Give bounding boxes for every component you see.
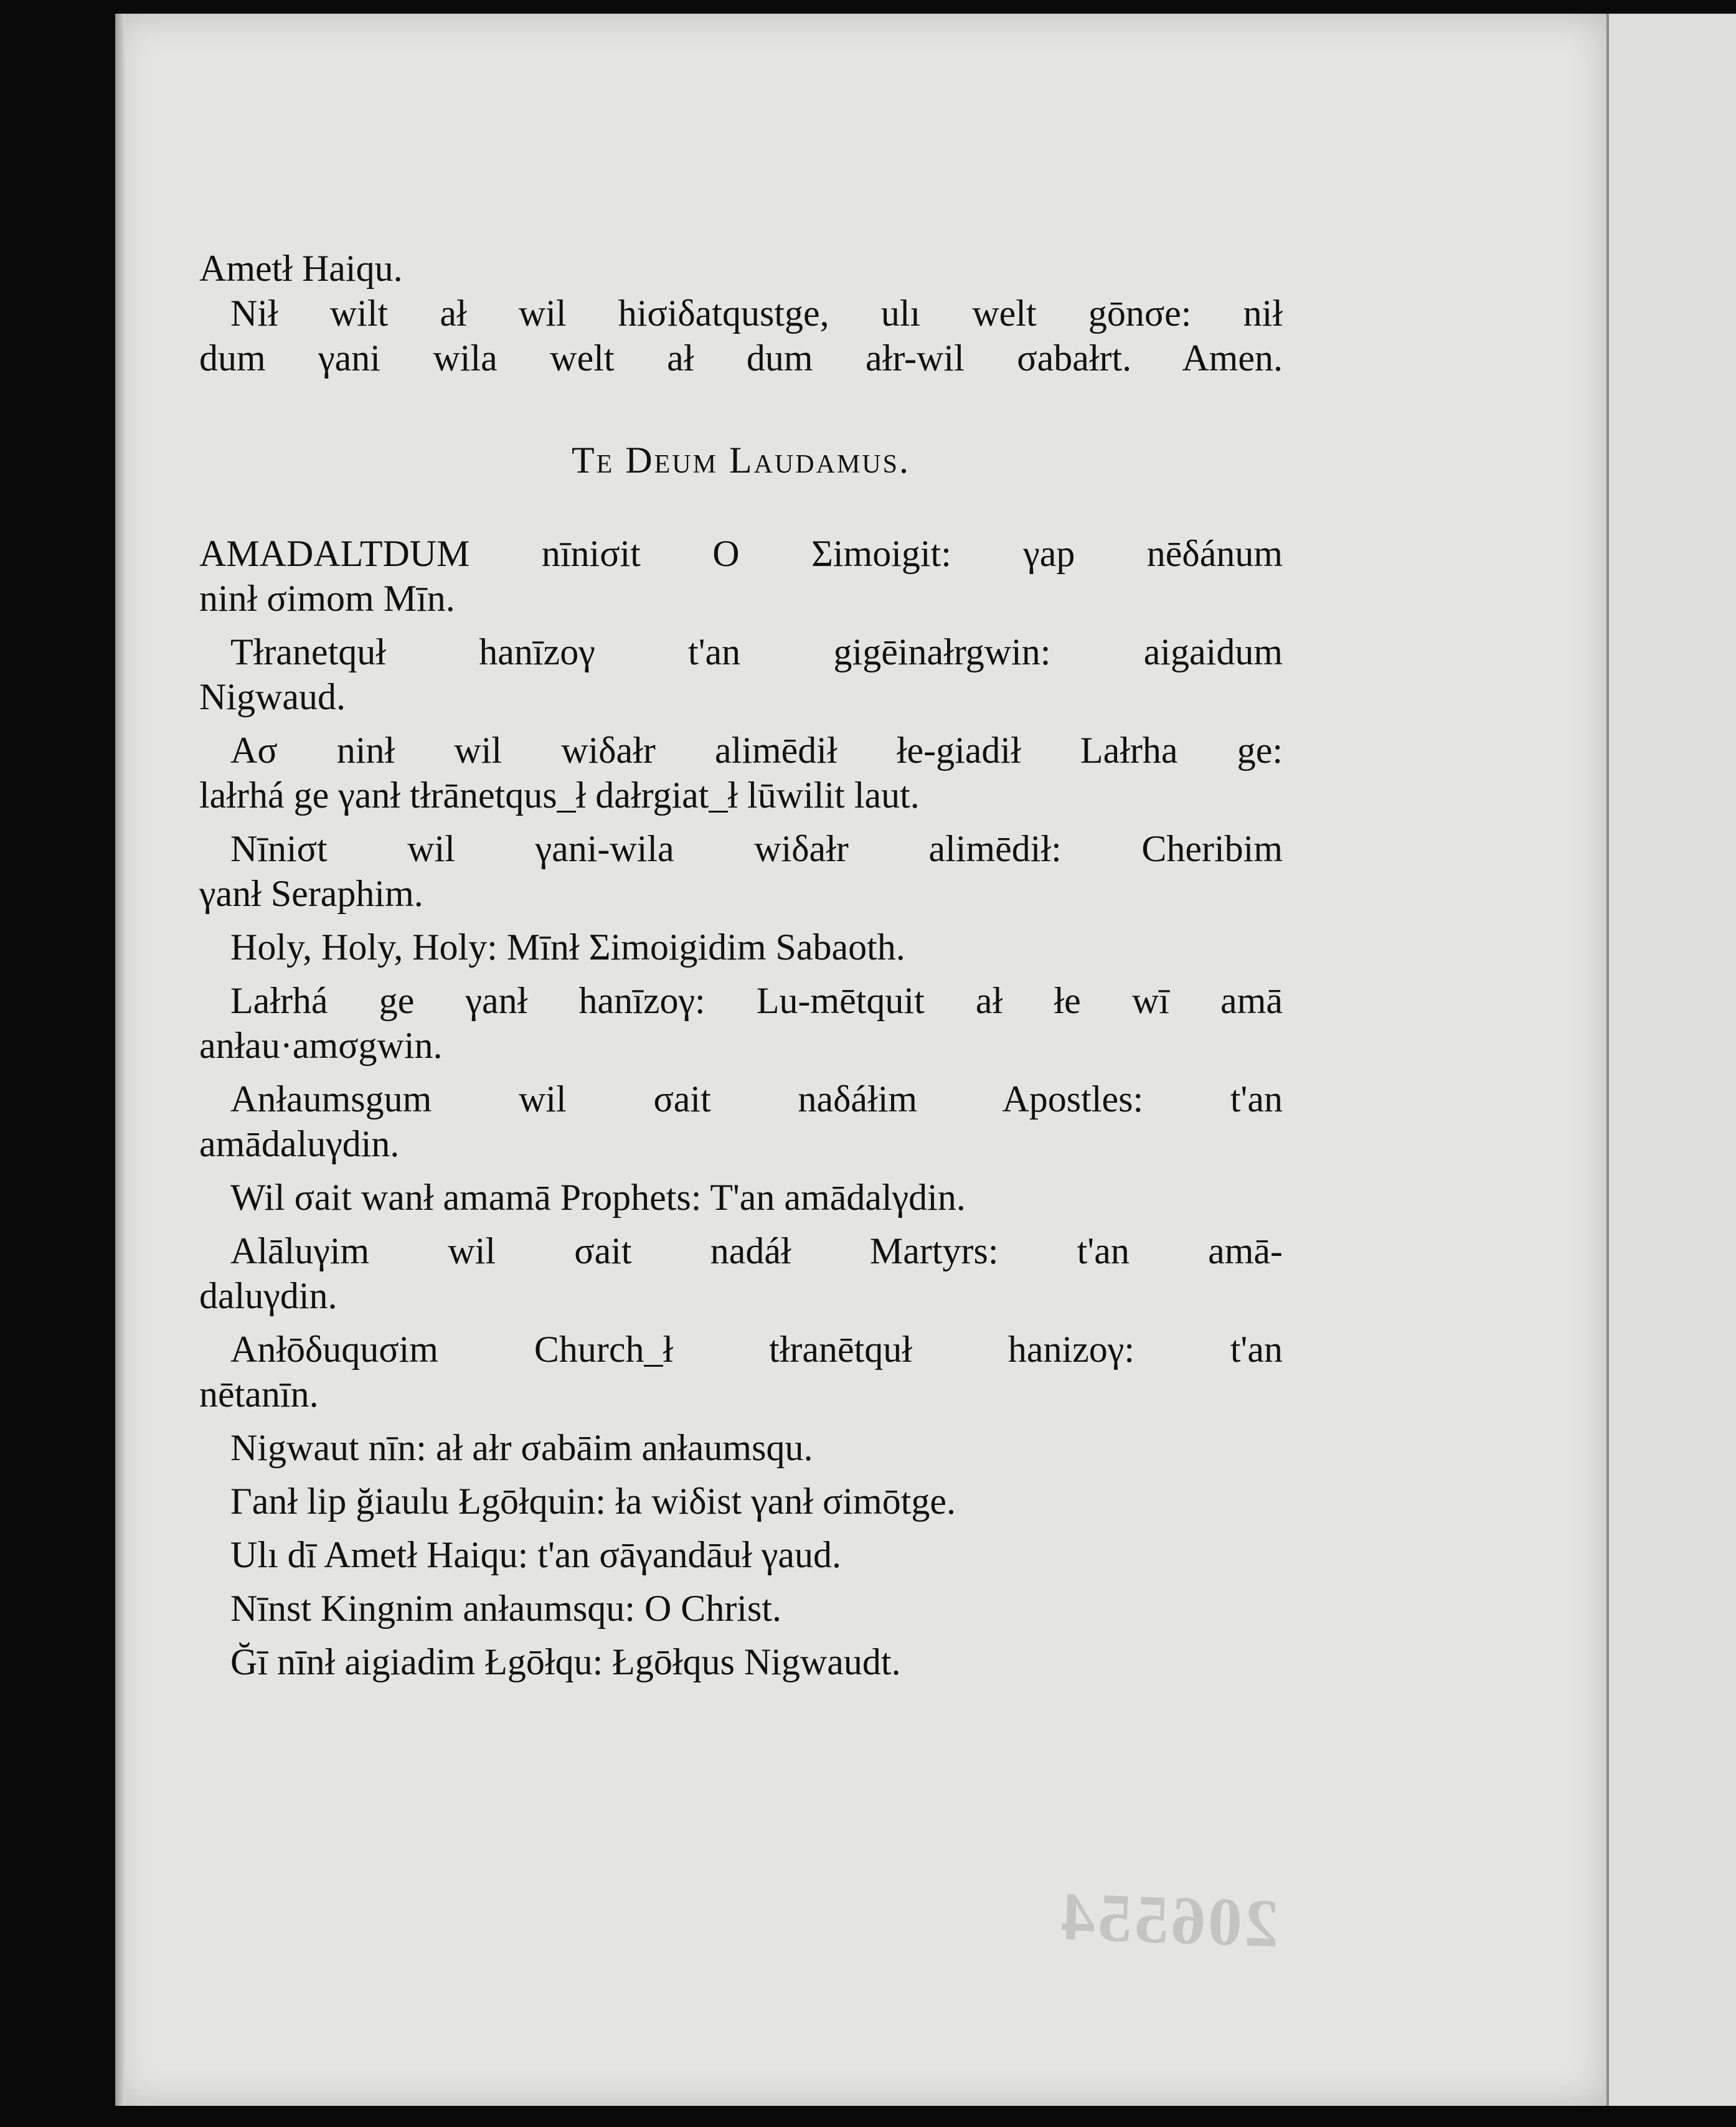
verse-line: Alāluγim wil σait nadáł Martyrs: t'an amā- <box>230 1230 1283 1271</box>
verse <box>199 1175 1283 1220</box>
verse-list <box>199 531 1283 1684</box>
verse-line: Ulı dī Ametł Haiqu: t'an σāγandāuł γaud. <box>230 1534 841 1575</box>
verse-line: lałrhá ge γanł tłrānetqus_ł dałrgiat_ł lūwilit laut. <box>199 775 920 816</box>
verse <box>199 728 1283 818</box>
verse-line: Nīniσt wil γani-wila wiδałr alimēdił: Cheribim <box>230 828 1283 869</box>
verse <box>199 978 1283 1068</box>
verse-line: anłau·amσgwin. <box>199 1025 443 1066</box>
verse-line: Lałrhá ge γanł hanīzoγ: Lu-mētquit ał łe wī amā <box>230 980 1283 1021</box>
library-stamp-number: 206554 <box>1057 1877 1281 1962</box>
verse-line: ninł σimom Mīn. <box>199 578 455 619</box>
verse-line: nētanīn. <box>199 1374 319 1415</box>
verse <box>199 1532 1283 1577</box>
verse-line: Anłaumsgum wil σait naδáłim Apostles: t'an <box>230 1078 1283 1120</box>
verse <box>199 1479 1283 1524</box>
page-text <box>199 246 1283 1684</box>
section-title: Te Deum Laudamus. <box>572 440 910 481</box>
intro-line-1: Nił wilt ał wil hiσiδatqustge, ulı welt gōnσe: nił <box>230 293 1283 334</box>
verse-line: Wil σait wanł amamā Prophets: T'an amādalγdin. <box>230 1177 966 1218</box>
verse <box>199 1077 1283 1166</box>
verse <box>199 1425 1283 1470</box>
verse-line: amādaluγdin. <box>199 1123 400 1164</box>
verse-line: Aσ ninł wil wiδałr alimēdił łe-giadił Lałrha ge: <box>230 730 1283 771</box>
verse-line: Nigwaud. <box>199 676 346 717</box>
adjacent-page-edge <box>1605 14 1736 2106</box>
verse-line: AMADALTDUM nīniσit O Σimoigit: γap nēδánum <box>199 533 1283 574</box>
verse <box>199 1586 1283 1631</box>
verse-line: Nīnst Kingnim anłaumsqu: O Christ. <box>230 1588 781 1629</box>
intro-paragraph <box>199 291 1283 380</box>
verse <box>199 925 1283 969</box>
verse-line: Tłranetquł hanīzoγ t'an gigēinałrgwin: aigaidum <box>230 631 1283 672</box>
verse-line: γanł Seraphim. <box>199 873 423 914</box>
verse-line: daluγdin. <box>199 1275 337 1316</box>
page-binding-edge <box>115 14 125 2106</box>
verse <box>199 1639 1283 1684</box>
verse <box>199 630 1283 719</box>
verse-line: Nigwaut nīn: ał ałr σabāim anłaumsqu. <box>230 1427 813 1468</box>
verse-line: Γanł lip ğiaulu Łgōłquin: ła wiδist γanł σimōtge. <box>230 1481 956 1522</box>
verse-line: Holy, Holy, Holy: Mīnł Σimoigidim Sabaoth. <box>230 927 905 968</box>
intro-line-2: dum γani wila welt ał dum ałr-wil σabałrt. Amen. <box>199 337 1283 379</box>
verse <box>199 1327 1283 1417</box>
verse <box>199 1229 1283 1318</box>
verse <box>199 531 1283 621</box>
verse-line: Anłōδuquσim Church_ł tłranētquł hanizoγ: t'an <box>230 1329 1283 1370</box>
intro-heading-line: Ametł Haiqu. <box>199 248 403 289</box>
verse <box>199 826 1283 916</box>
verse-line: Ğī nīnł aigiadim Łgōłqu: Łgōłqus Nigwaudt. <box>230 1641 901 1682</box>
